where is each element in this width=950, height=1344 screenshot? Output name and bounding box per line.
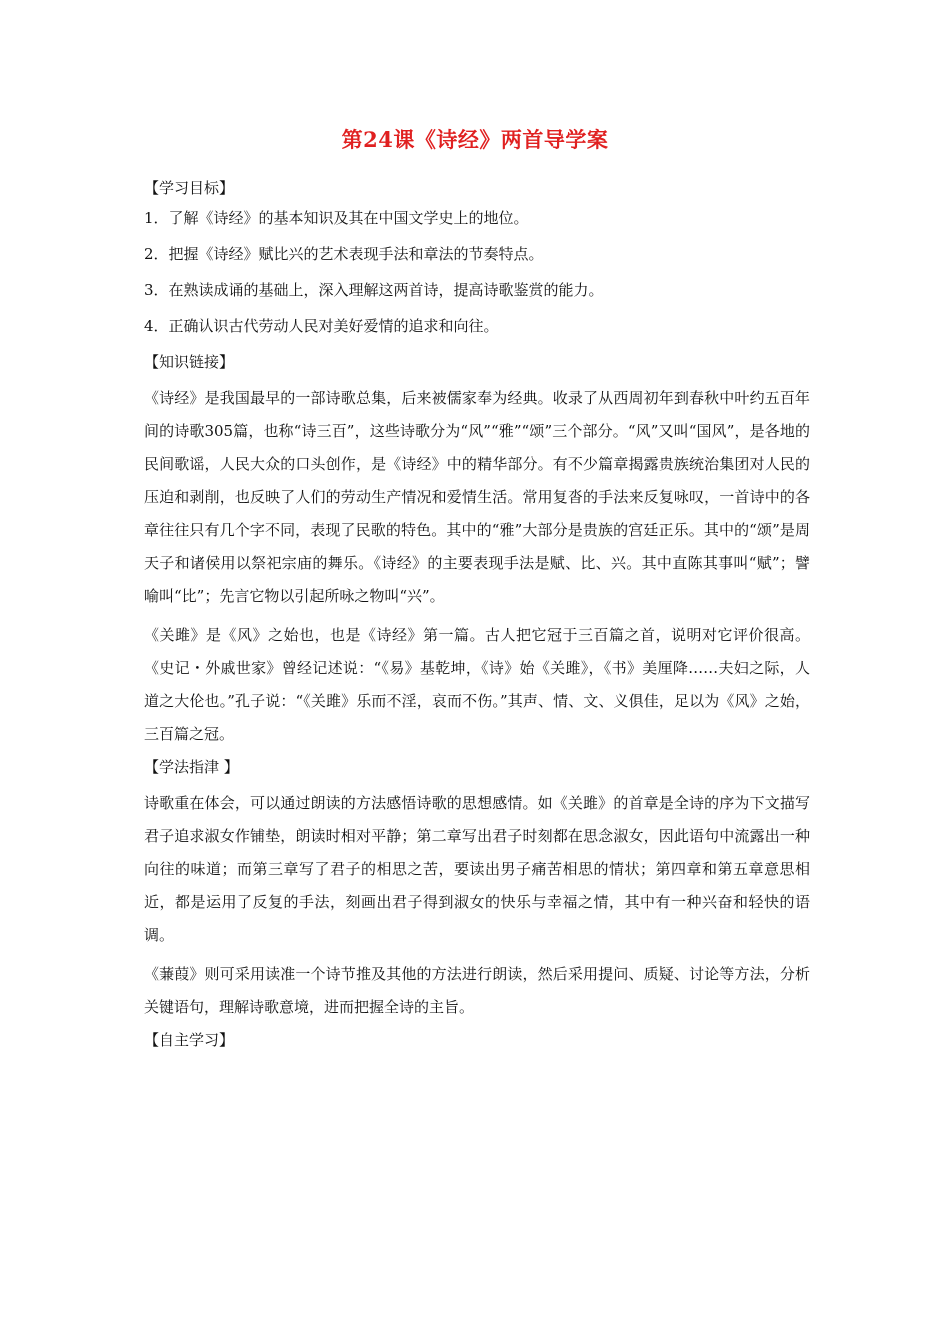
section-heading-knowledge: 【知识链接】 bbox=[144, 353, 235, 371]
page-title: 第24课《诗经》两首导学案 bbox=[341, 127, 609, 152]
goal-item: 2．把握《诗经》赋比兴的艺术表现手法和章法的节奏特点。 bbox=[144, 245, 544, 263]
section-heading-self-study: 【自主学习】 bbox=[144, 1031, 235, 1049]
knowledge-paragraph: 《诗经》是我国最早的一部诗歌总集，后来被儒家奉为经典。收录了从西周初年到春秋中叶约五百年间的诗歌305篇，也称“诗三百”，这些诗歌分为“风”“雅”“颂”三个部分。“风”又叫“国风”，是各地的民间歌谣，人民大众的口头创作，是《诗经》中的精华部分。有不少篇章揭露贵族统治集团对人民的压迫和剥削，也反映了人们的劳动生产情况和爱情生活。常用复沓的手法来反复咏叹，一首诗中的各章往往只有几个字不同，表现了民歌的特色。其中的“雅”大部分是贵族的宫廷正乐。其中的“颂”是周天子和诸侯用以祭祀宗庙的舞乐。《诗经》的主要表现手法是赋、比、兴。其中直陈其事叫“赋”；譬喻叫“比”；先言它物以引起所咏之物叫“兴”。 bbox=[144, 389, 810, 605]
document-body bbox=[144, 172, 810, 1060]
method-paragraph: 《蒹葭》则可采用读准一个诗节推及其他的方法进行朗读，然后采用提问、质疑、讨论等方法，分析关键语句，理解诗歌意境，进而把握全诗的主旨。 bbox=[144, 965, 810, 1016]
goal-item: 4．正确认识古代劳动人民对美好爱情的追求和向往。 bbox=[144, 317, 499, 335]
goal-item: 3．在熟读成诵的基础上，深入理解这两首诗，提高诗歌鉴赏的能力。 bbox=[144, 281, 604, 299]
section-heading-method: 【学法指津 】 bbox=[144, 758, 239, 776]
goal-item: 1．了解《诗经》的基本知识及其在中国文学史上的地位。 bbox=[144, 209, 529, 227]
section-heading-goals: 【学习目标】 bbox=[144, 179, 235, 197]
knowledge-paragraph: 《关雎》是《风》之始也，也是《诗经》第一篇。古人把它冠于三百篇之首，说明对它评价很高。《史记・外戚世家》曾经记述说：“《易》基乾坤，《诗》始《关雎》，《书》美厘降……夫妇之际，人道之大伦也。”孔子说：“《关雎》乐而不淫，哀而不伤。”其声、情、文、义俱佳，足以为《风》之始，三百篇之冠。 bbox=[144, 626, 810, 743]
method-paragraph: 诗歌重在体会，可以通过朗读的方法感悟诗歌的思想感情。如《关雎》的首章是全诗的序为下文描写君子追求淑女作铺垫，朗读时相对平静；第二章写出君子时刻都在思念淑女，因此语句中流露出一种向往的味道；而第三章写了君子的相思之苦，要读出男子痛苦相思的情状；第四章和第五章意思相近，都是运用了反复的手法，刻画出君子得到淑女的快乐与幸福之情，其中有一种兴奋和轻快的语调。 bbox=[144, 794, 810, 944]
